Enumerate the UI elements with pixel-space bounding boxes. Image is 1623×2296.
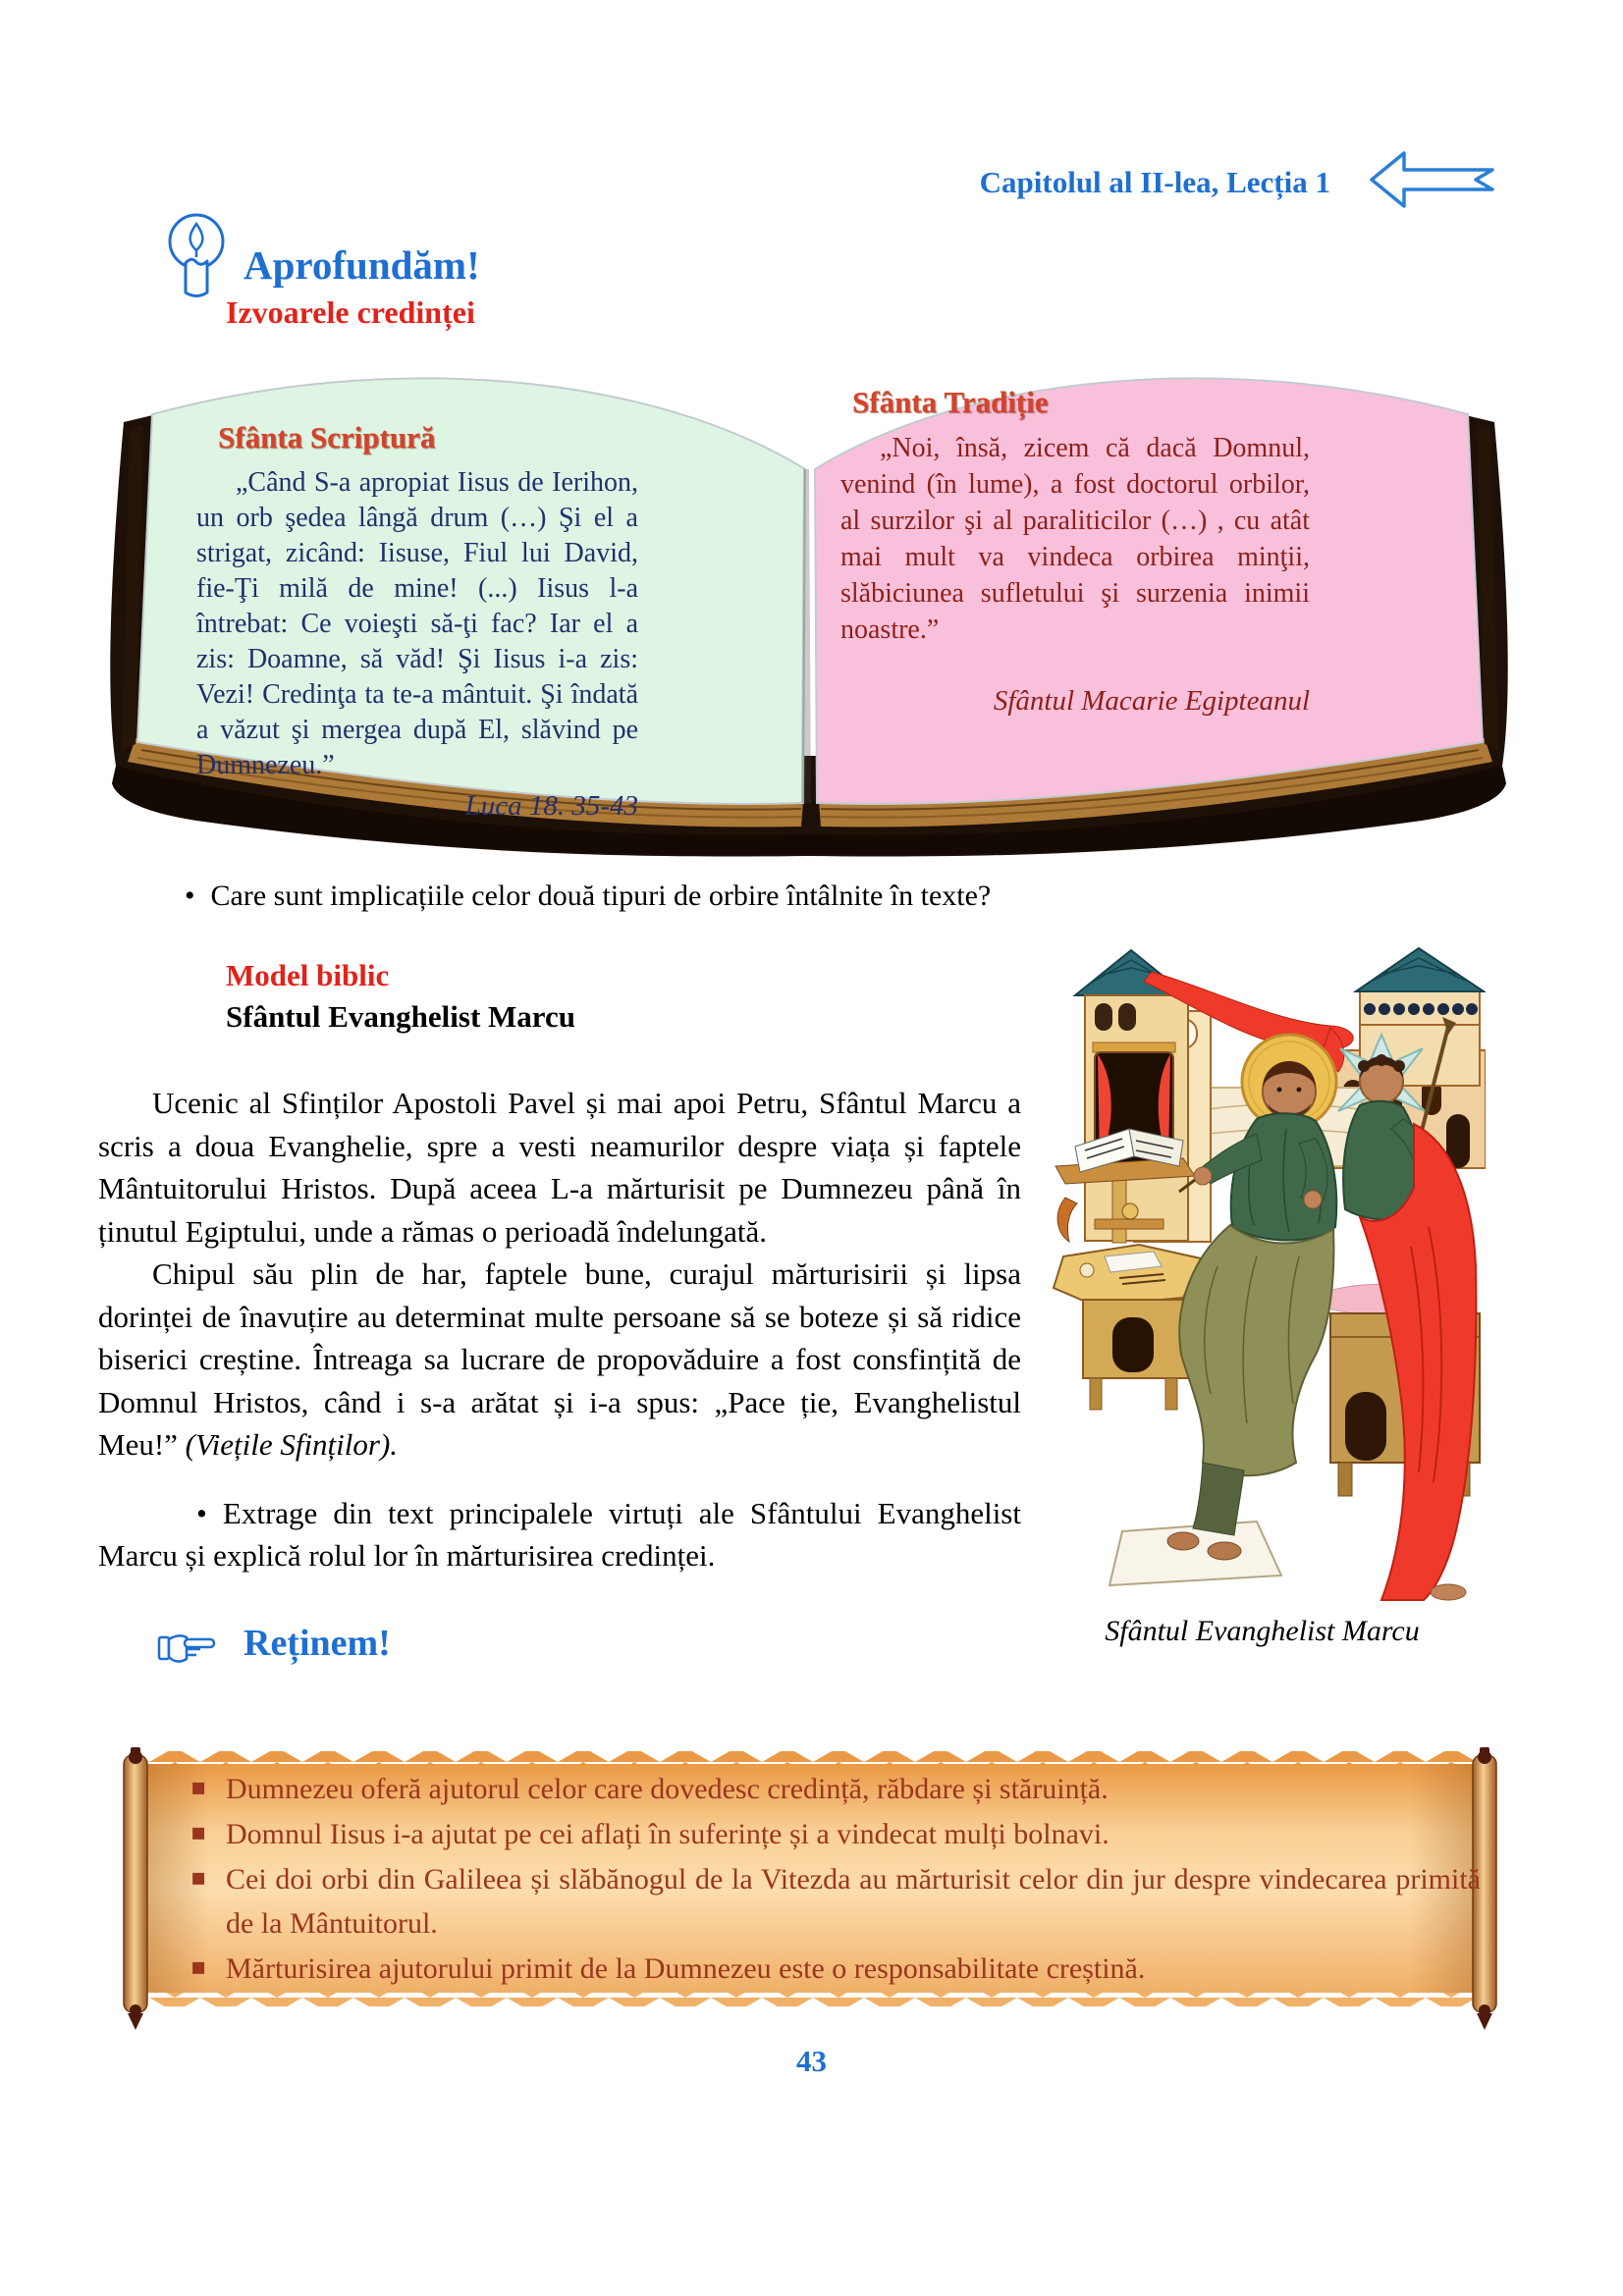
list-item: ▪ Domnul Iisus i-a ajutat pe cei aflați în suferințe și a vindecat mulți bolnavi.	[189, 1812, 1481, 1856]
body-text-column	[98, 1082, 1021, 1577]
tradition-source: Sfântul Macarie Egipteanul	[993, 685, 1310, 717]
image-caption: Sfântul Evanghelist Marcu	[1105, 1615, 1420, 1647]
body-paragraph-1: Ucenic al Sfinților Apostoli Pavel și mai apoi Petru, Sfântul Marcu a scris a doua Evanghelie, spre a vesti neamurilor despre viața și faptele Mântuitorului Hristos. După aceea L-a mărturisit pe Dumnezeu până în ținutul Egiptului, unde a rămas o perioadă îndelungată.	[98, 1086, 1021, 1249]
scripture-quote-block	[196, 465, 638, 824]
chapter-heading: Capitolul al II-lea, Lecția 1	[979, 165, 1330, 199]
tradition-heading: Sfânta Tradiție	[852, 385, 1049, 419]
retinem-list	[189, 1767, 1481, 1992]
scripture-quote: „Când S-a apropiat Iisus de Ierihon, un orb şedea lângă drum (…) Şi el a strigat, zicând: Iisuse, Fiul lui David, fie-Ţi milă de mine! (...) Iisus l-a întrebat: Ce voieşti să-ţi fac? Iar el a zis: Doamne, să văd! Şi Iisus i-a zis: Vezi! Credinţa ta te-a mântuit. Şi îndată a văzut şi mergea după El, slăvind pe Dumnezeu.”	[196, 467, 638, 780]
task-bullet: • Extrage din text principalele virtuți ale Sfântului Evanghelist Marcu și explică rolul lor în mărturisirea credinței.	[98, 1492, 1021, 1577]
list-item: ▪ Cei doi orbi din Galileea și slăbănogul de la Vitezda au mărturisit celor din jur despre vindecarea primită de la Mântuitorul.	[189, 1857, 1481, 1946]
model-biblic-label: Model biblic	[226, 958, 390, 992]
candle-icon	[163, 212, 234, 307]
page-number: 43	[796, 2044, 827, 2078]
question-bullet: • Care sunt implicațiile celor două tipuri de orbire întâlnite în texte?	[185, 880, 1422, 913]
scripture-source: Luca 18. 35-43	[464, 790, 638, 822]
arrow-left-icon[interactable]	[1367, 147, 1498, 217]
tradition-quote: „Noi, însă, zicem că dacă Domnul, venind (în lume), a fost doctorul orbilor, al surzilor şi al paraliticilor (…) , cu atât mai mult va vindeca orbirea minţii, slăbiciunea sufletului şi surzenia inimii noastre.”	[840, 433, 1310, 645]
list-item: ▪ Mărturisirea ajutorului primit de la Dumnezeu este o responsabilitate creștină.	[189, 1947, 1481, 1991]
model-biblic-title: Sfântul Evanghelist Marcu	[226, 999, 575, 1034]
body-paragraph-2-source: (Viețile Sfinților).	[185, 1427, 399, 1462]
section-subtitle-izvoarele: Izvoarele credinței	[226, 294, 475, 330]
section-title-aprofundam: Aprofundăm!	[243, 242, 480, 288]
scripture-heading: Sfânta Scriptură	[218, 420, 436, 454]
saint-mark-icon-image	[1036, 933, 1486, 1615]
tradition-quote-block	[840, 430, 1310, 720]
body-paragraph-2: Chipul său plin de har, faptele bune, curajul mărturisirii și lipsa dorinței de înavuțire au determinat multe persoane să se boteze și să ridice biserici creștine. Întreaga sa lucrare de propovăduire a fost consfințită de Domnul Hristos, când i s-a arătat și i-a spus: „Pace ție, Evanghelistul Meu!” (Viețile Sfinților).	[98, 1256, 1021, 1462]
pointing-hand-icon	[157, 1628, 218, 1674]
list-item: ▪ Dumnezeu oferă ajutorul celor care dovedesc credință, răbdare și stăruință.	[189, 1767, 1481, 1811]
retinem-title: Reținem!	[243, 1623, 391, 1664]
